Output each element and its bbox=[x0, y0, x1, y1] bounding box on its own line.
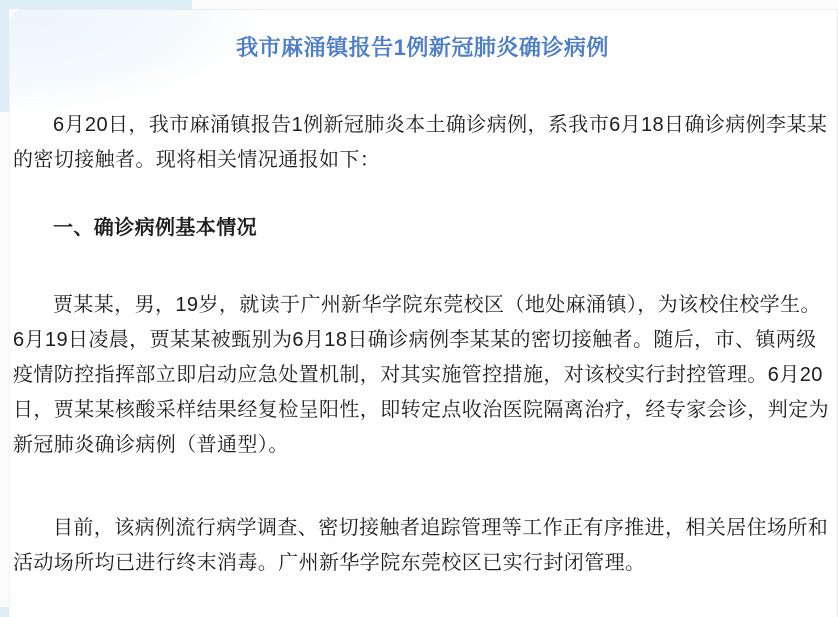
status-paragraph: 目前，该病例流行病学调查、密切接触者追踪管理等工作正有序推进，相关居住场所和活动场所均已进行终末消毒。广州新华学院东莞校区已实行封闭管理。 bbox=[13, 517, 829, 574]
article-card bbox=[9, 9, 838, 617]
page-background-bottom-left-patch bbox=[0, 607, 9, 617]
article-body bbox=[10, 36, 837, 581]
section-heading-case-info: 一、确诊病例基本情况 bbox=[53, 217, 257, 239]
page-background-top-strip bbox=[0, 0, 192, 9]
intro-paragraph: 6月20日，我市麻涌镇报告1例新冠肺炎本土确诊病例，系我市6月18日确诊病例李某某的密切接触者。现将相关情况通报如下： bbox=[13, 114, 828, 171]
article-title: 我市麻涌镇报告1例新冠肺炎确诊病例 bbox=[236, 35, 609, 60]
case-details-paragraph: 贾某某，男，19岁，就读于广州新华学院东莞校区（地处麻涌镇），为该校住校学生。6月19日凌晨，贾某某被甄别为6月18日确诊病例李某某的密切接触者。随后，市、镇两级疫情防控指挥部立即启动应急处置机制，对其实施管控措施，对该校实行封控管理。6月20日，贾某某核酸采样结果经复检呈阳性，即转定点收治医院隔离治疗，经专家会诊，判定为新冠肺炎确诊病例（普通型）。 bbox=[13, 294, 829, 456]
page-background-left-strip bbox=[0, 0, 9, 112]
